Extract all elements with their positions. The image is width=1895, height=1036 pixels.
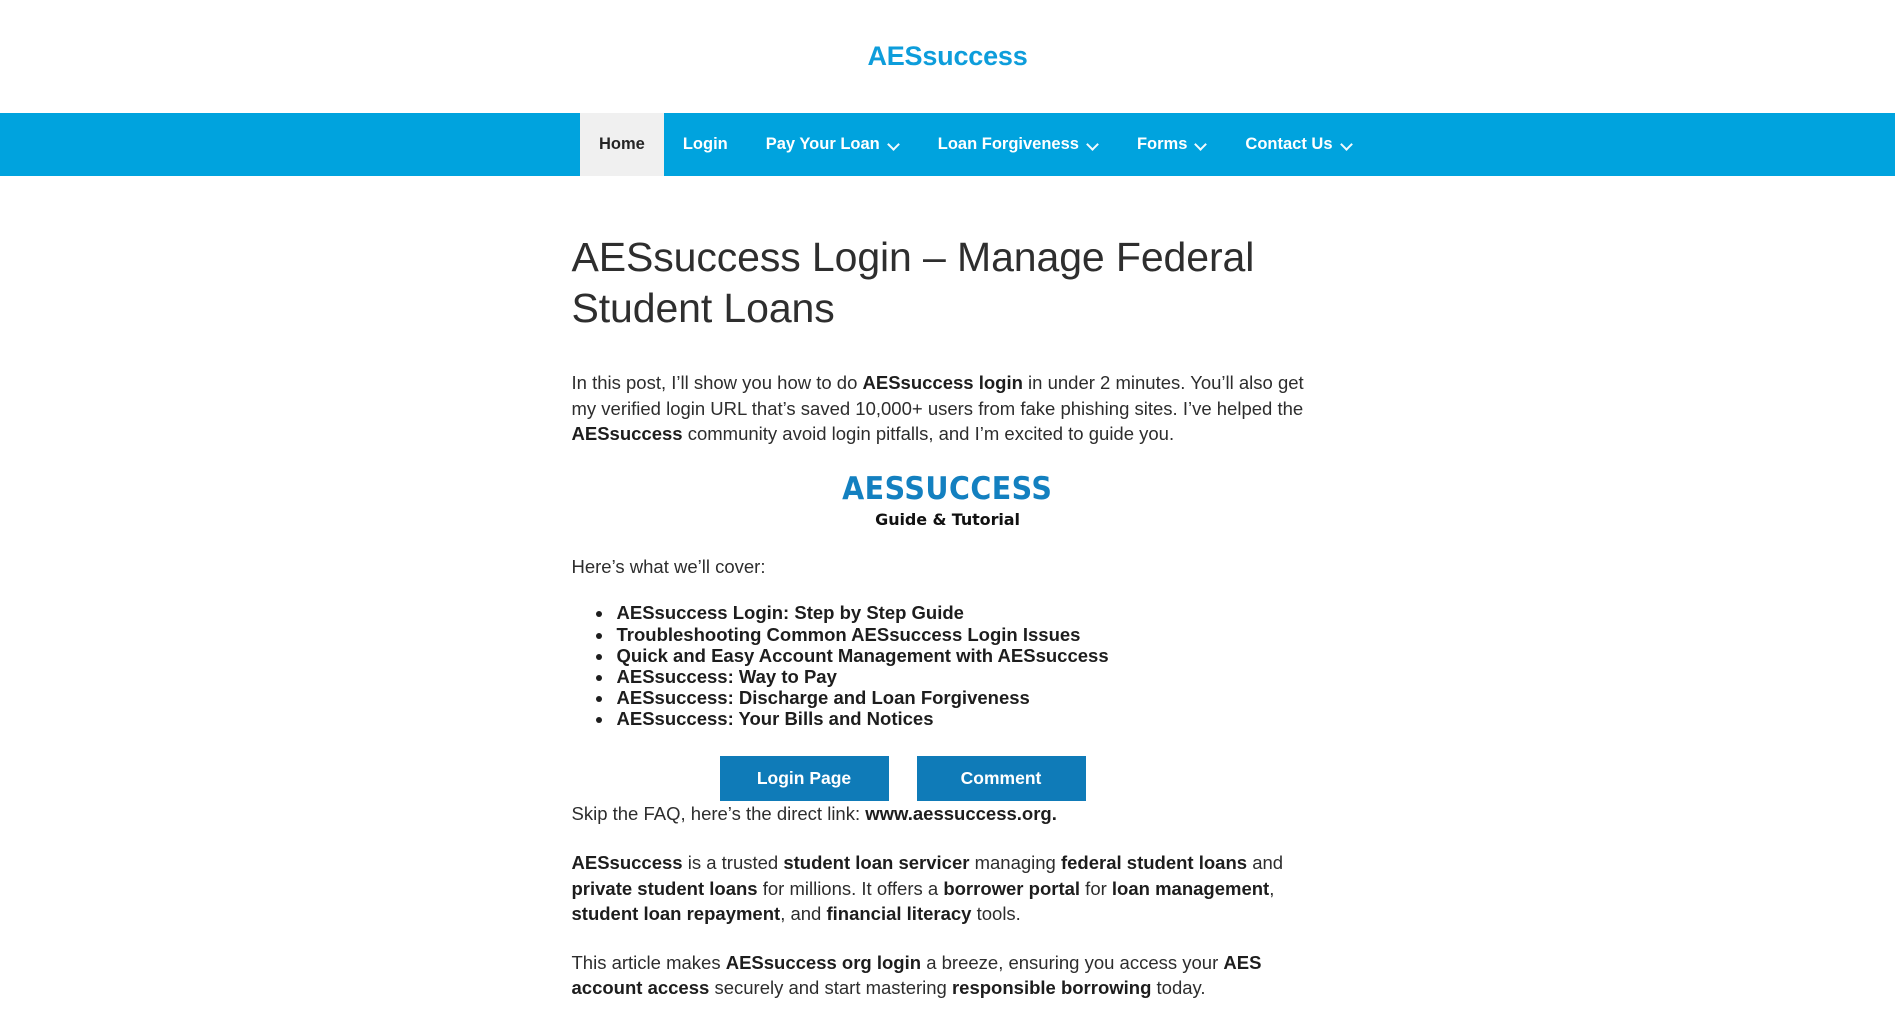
- chevron-down-icon: [1342, 139, 1353, 150]
- plain-text: tools.: [971, 903, 1021, 925]
- bold-text: student loan repayment: [571, 903, 781, 925]
- nav-item-label: Forms: [1136, 135, 1188, 154]
- cta-button-row: [720, 756, 1324, 801]
- intro-text-part: in under 2 minutes. You’ll also get my verified login URL that’s saved 10,000+ users from fake phishing sites. I’ve helped the: [571, 372, 1304, 419]
- plain-text: This article makes: [571, 951, 726, 973]
- servicer-paragraph: [572, 850, 1324, 927]
- intro-text-part: community avoid login pitfalls, and I’m excited to guide you.: [682, 423, 1175, 445]
- nav-item-home[interactable]: [580, 113, 664, 176]
- list-item[interactable]: • Troubleshooting Common AESsuccess Login Issues: [614, 624, 1324, 645]
- nav-item-label: Contact Us: [1245, 135, 1333, 154]
- plain-text: and: [1247, 851, 1284, 873]
- nav-item-loan-forgiveness[interactable]: [919, 113, 1118, 176]
- plain-text: securely and start mastering: [709, 977, 952, 999]
- chevron-down-icon: [1088, 139, 1099, 150]
- direct-link-paragraph: [572, 801, 1324, 827]
- cover-intro-text: Here’s what we’ll cover:: [571, 555, 766, 577]
- bold-text: private student loans: [571, 877, 758, 899]
- page-body: [0, 176, 1895, 1024]
- article-closing-paragraph: [572, 950, 1324, 1001]
- main-navigation: [0, 113, 1895, 176]
- bold-text: loan management: [1111, 877, 1270, 899]
- nav-item-pay-your-loan[interactable]: [747, 113, 919, 176]
- nav-item-label: Login: [682, 135, 728, 154]
- cover-list: [572, 602, 1324, 729]
- direct-link-url[interactable]: www.aessuccess.org.: [865, 803, 1057, 825]
- nav-item-label: Loan Forgiveness: [937, 135, 1079, 154]
- intro-bold-aessuccess-login: AESsuccess login: [862, 372, 1023, 393]
- bold-text: AESsuccess: [571, 851, 683, 873]
- article: [572, 176, 1324, 1024]
- intro-paragraph: [572, 370, 1324, 447]
- promo-image-subtitle: Guide & Tutorial: [875, 509, 1020, 529]
- promo-image-wordmark: AESSUCCESS: [842, 470, 1053, 507]
- list-item[interactable]: • AESsuccess: Your Bills and Notices: [614, 708, 1324, 729]
- nav-item-label: Pay Your Loan: [765, 135, 880, 154]
- plain-text: for millions. It offers a: [757, 877, 944, 899]
- page-title: AESsuccess Login – Manage Federal Student Loans: [571, 234, 1255, 331]
- plain-text: is a trusted: [682, 851, 784, 873]
- bold-text: student loan servicer: [783, 851, 970, 873]
- bold-text: AESsuccess org login: [725, 951, 922, 973]
- login-page-button[interactable]: Login Page: [720, 756, 889, 801]
- list-item[interactable]: • AESsuccess: Discharge and Loan Forgiveness: [614, 687, 1324, 708]
- bold-text: financial literacy: [826, 903, 972, 925]
- list-item[interactable]: • AESsuccess: Way to Pay: [614, 666, 1324, 687]
- comment-button[interactable]: Comment: [917, 756, 1086, 801]
- bold-text: AES account access: [571, 951, 1262, 999]
- intro-text-part: In this post, I’ll show you how to do: [571, 372, 863, 393]
- site-logo[interactable]: AESsuccess: [867, 41, 1028, 71]
- plain-text: today.: [1151, 977, 1206, 999]
- nav-item-login[interactable]: [664, 113, 747, 176]
- nav-item-label: Home: [599, 135, 645, 154]
- bold-text: federal student loans: [1060, 851, 1248, 873]
- list-item[interactable]: • Quick and Easy Account Management with AESsuccess: [614, 645, 1324, 666]
- plain-text: managing: [969, 851, 1061, 873]
- nav-item-forms[interactable]: [1118, 113, 1226, 176]
- plain-text: , and: [780, 903, 827, 925]
- plain-text: a breeze, ensuring you access your: [921, 951, 1224, 973]
- nav-item-contact-us[interactable]: [1226, 113, 1371, 176]
- bold-text: responsible borrowing: [951, 977, 1152, 999]
- direct-link-prefix: Skip the FAQ, here’s the direct link:: [571, 803, 866, 825]
- plain-text: ,: [1269, 877, 1275, 899]
- bold-text: borrower portal: [943, 877, 1081, 899]
- site-header: [0, 0, 1895, 113]
- plain-text: for: [1080, 877, 1112, 899]
- nav-items-container: [0, 113, 1895, 176]
- chevron-down-icon: [889, 139, 900, 150]
- promo-image: [572, 470, 1324, 529]
- intro-bold-aessuccess: AESsuccess: [571, 423, 683, 445]
- list-item[interactable]: • AESsuccess Login: Step by Step Guide: [614, 602, 1324, 623]
- chevron-down-icon: [1196, 139, 1207, 150]
